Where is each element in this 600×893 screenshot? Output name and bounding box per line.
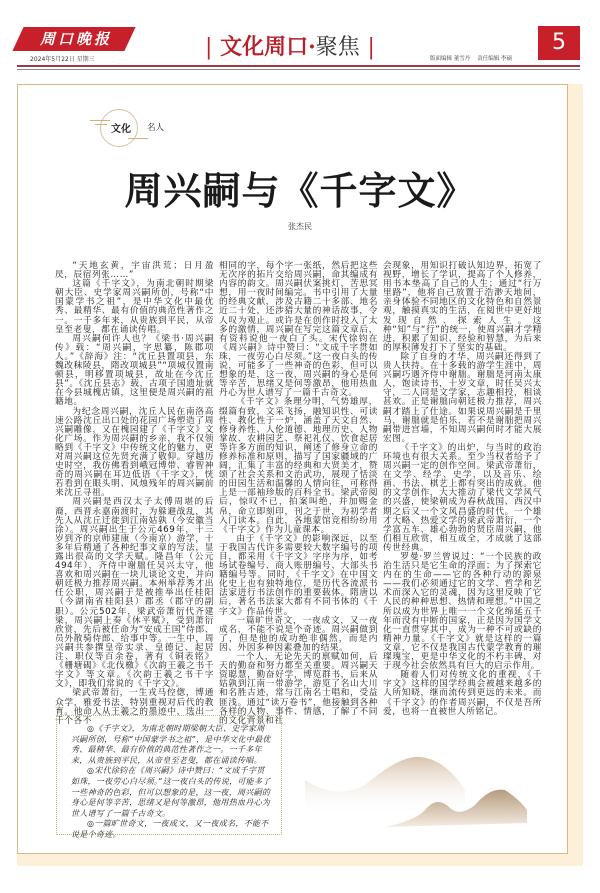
paragraph: 为纪念周兴嗣，沈丘人民在南洛高速公路沈丘出口处的花园广场塑造了周兴嗣雕像，又在槐园建了《千字文》文化广场。作为周兴嗣的乡亲，我不仅领略到《千字文》中传统文化的魅力，更对周兴嗣这位先贤充满了敬仰。穿越历史时空，我仿佛看到峨冠博带、睿智神奇的周兴嗣在耳边低语《千字文》，恍若看到在眼头明、风烛残年的周兴嗣前来沈丘寻祖。: [55, 406, 214, 499]
tag-decor-line: [90, 120, 110, 121]
section-divider-left: |: [205, 35, 213, 60]
paragraph: 一个人，无论先天的禀赋如何，后天的勤奋和努力都至关重要。周兴嗣天资聪慧，勤奋好学，博览群书，后来从姑孰到江南一带游学，游览了名山大川和名胜古迹，常与江南名士唱和，受益匪浅。通过“读万卷书”，他接触到各种各样的人物、事件、情感，了解了不同的文化背景和社: [219, 652, 378, 726]
paragraph: 一篇旷世奇文，一夜成文，又一夜成名，不能不说是个奇迹。周兴嗣做到了，但是他的成功绝非偶然，而是内因、外因多种因素叠加的结果。: [219, 615, 378, 653]
chief-editor: 责任编辑 李硕: [477, 56, 512, 62]
section-subname: 聚焦: [315, 35, 360, 60]
layout-editor: 版面编辑 董雪丹: [430, 56, 471, 62]
paragraph: 周兴嗣何许人也？《梁书·周兴嗣传》载：“周兴嗣，字思纂，陈郡项人。”《辞海》注：“沈丘县置项县，东魏改秣陵县，隋改项城县”“项城仅置南顿县，明移置项城县，故址在今沈丘县”。《沈丘县志》载，古项子国遗址就在今县城槐店镇，这里便是周兴嗣的祖籍地。: [55, 333, 214, 408]
paragraph: 相同的字，每个字一张纸，然后把这些无次序的拓片交给周兴嗣，命其编成有内容的韵文。周兴嗣伏案挑灯，苦思冥想，用一夜时间编完。书中引用了大量的经典文献，涉及古籍二十多部、地名近二十处，还涉猎大量的神话故事，令人叹为观止。或许是在创作时投入了太多的激情，周兴嗣在写完这篇文章后，有资料说他一夜白了头。宋代徐钧在《周兴嗣》诗中赞曰：“文成千字贯如珠，一夜劳心白尽须。”这一夜白头的传说，可能多了一些神奇的色彩，但可以想象的是，这一夜，周兴嗣的身心是何等辛苦，思绪又是何等激昂，他用热血丹心为世人谱写了一篇千古奇文。: [219, 261, 378, 399]
paragraph: “天地玄黄，宇宙洪荒；日月盈昃，辰宿列张……”: [55, 261, 214, 281]
article-column-1: [55, 262, 214, 726]
tag-decor-line: [128, 138, 148, 139]
paragraph: 罗曼·罗兰曾说过：“一个民族的政治生活只是它生命的浮面；为了探索它内在的生命——它的各种行动的源泉——我们必须通过它的文学、哲学和艺术而深入它的灵魂，因为这里反映了它人民的种种思想、热情和理想。”中国之所以成为世界上唯一一个文化绵延五千年而没有中断的国家，正是因为国学文化一直贯穿其中，成为一种不可或缺的精神力量。《千字文》就是这样的一篇文章，它不仅是我国古代蒙学教育的璀璨瑰宝，更是中华文化的不朽丰碑，对于现今社会依然具有巨大的启示作用。: [383, 552, 542, 672]
pull-quote-box: [56, 715, 282, 839]
section-name: 文化周口: [220, 34, 309, 60]
paragraph: 这篇《千字文》，为南北朝时期梁朝大臣、史学家周兴嗣所创，号称“中国蒙学书之祖”，是中华文化中最优秀、最精华、最有价值的典范性著作之一。一千多年来，从贵族到平民，从帝皇至老叟，都在诵读传唱。: [55, 279, 214, 335]
issue-date: 2024年5月22日 星期三: [30, 56, 95, 63]
paragraph: 《千字文》的出炉，与当时的政治环境也有很大关系。至少当权者给予了周兴嗣一定的创作空间。梁武帝萧衍，在文学、经学、史学，以及音乐、绘画、书法、棋艺上都有突出的成就。他的文学创作，大大推动了梁代文学风气的兴盛，使梁朝成为春秋战国、西汉中期之后又一个文风昌盛的时代。一个雄才大略、热爱文学的梁武帝萧衍，一个学富五车、雄心勃勃的贤臣周兴嗣，他们相互欣赏，相互成全，才成就了这部传世经典。: [383, 442, 542, 553]
article-column-2: [219, 262, 378, 726]
paragraph: 梁武帝萧衍，一生戎马倥偬，博通众学，雅爱书法，特别重视对后代的教育。他命人从王羲之的墨迹中，选出一千个各不: [55, 688, 214, 726]
section-divider-right: |: [367, 35, 375, 60]
paragraph: 随着人们对传统文化的重视，《千字文》这样的国学经典会被越来越多的人所知晓，继而流传到更远的未来。而《千字文》的作者周兴嗣，不仅是吾所爱，也将一直被世人所铭记。: [383, 670, 542, 717]
paragraph: 《千字文》条理分明，气势雄厚，缀篇有致，文采飞扬，融知识性、可读性、教化性于一炉，涵盖了天文自然、修身养性、人伦道德、地理历史、人物掌故、农耕园艺、祭祀礼仪、饮食起居等许多方面的知识，阐述了修身立命的修养标准和原则，描写了国家疆域的广阔，汇集了丰富的经典和大贤美才，赞颂了社会关系和文治武功，展现了恬淡的田园生活和温馨的人情向往，可称得上是一部袖珍版的百科全书。梁武帝阅后，惊叹不已，拍案叫绝，并加赐金帛，命立即刻印，刊之于世，为初学者入门读本。自此，各地蒙馆竞相纷纷用《千字文》作为儿童课本。: [219, 397, 378, 535]
section-title: [205, 30, 375, 61]
paragraph: 由于《千字文》的影响深远，以至于我国古代许多需要较大数字编号的项目，都采用《千字文》字序为序，如考场试卷编号、商人账册编号、大部头书籍编号等。同时，《千字文》在中国文化史上也有独特地位，是历代各流派书法家进行书法创作的重要载体。隋唐以后，著名书法家大都有不同书体的《千字文》作品传世。: [219, 533, 378, 617]
header-rule-thin: [17, 69, 580, 70]
paragraph: 周兴嗣是西汉太子太傅周堪的后裔，西晋永嘉南渡时，为躲避战乱，其先人从沈丘迁徙到江南姑孰（今安徽当涂）。周兴嗣出生于公元469年，十三岁到齐的京师建康（今南京）游学，十多年后精通了各种纪事文章的写法，显露出很高的文学天赋。隆昌年（公元494年），齐侍中谢朏任吴兴太守，他喜欢和周兴嗣在一块儿谈论文史，并向朝廷极力推荐周兴嗣。本州举荐秀才出任公职，周兴嗣于是被推举出任桂阳（今湖南省桂阳县）郡丞（郡守的副职）。公元502年，梁武帝萧衍代齐建梁，周兴嗣上奏《休平赋》，受到萧衍欣赏，先后被任命为“安成王国”侍郎、员外散骑侍郎、给事中等。一生中，周兴嗣共参撰皇帝实录、皇德记、起居注、职仪等百余卷，著有《铜表铭》《栅塘碣》《北伐檄》《次韵王羲之书千字文》等文章。《次韵王羲之书千字文》，即我们常说的《千字文》。: [55, 497, 214, 690]
header-rule: [17, 65, 580, 67]
pull-quote: ◎《千字文》，为南北朝时期梁朝大臣、史学家周兴嗣所创，号称“中国蒙学书之祖”，是中华文化中最优秀、最精华、最有价值的典范性著作之一。一千多年来，从贵族到平民，从帝皇至老叟，都在诵读传唱。: [71, 724, 271, 765]
column-tag-secondary: 名人: [147, 123, 165, 133]
paragraph: 除了自身的才华，周兴嗣还得到了贵人扶持。在十多载的游学生涯中，周兴嗣巧遇齐侍中谢朏。谢朏是河南太康人，饱读诗书，十岁文章，时任吴兴太守，二人同是文学家，志趣相投，相谈甚欢。正是谢朏向朝廷极力推荐，周兴嗣才踏上了仕途。如果说周兴嗣是千里马，谢朏就是伯乐，若不是谢朏把周兴嗣带进宫墙，不知周兴嗣何时才能大展宏图。: [383, 351, 542, 444]
pull-quote: ◎一篇旷世奇文，一夜成文，又一夜成名，不能不说是个奇迹。: [71, 819, 269, 839]
page-number: 5: [538, 26, 580, 60]
tag-decor-line: [95, 124, 107, 125]
mountain-illustration: [305, 745, 535, 830]
article-column-3: [383, 262, 542, 717]
section-dot: ·: [308, 34, 316, 60]
article-title: 周兴嗣与《千字文》: [124, 169, 476, 213]
pull-quote: ◎宋代徐钧在《周兴嗣》诗中赞曰：“文成千字贯如珠，一夜劳心白尽须。”这一夜白头的传说，可能多了一些神奇的色彩，但可以想象的是，这一夜，周兴嗣的身心是何等辛苦，思绪又是何等激昂，他用热血丹心为世人谱写了一篇千古奇文。: [71, 766, 271, 818]
paragraph: 会现象，用知识打破认知边界，拓宽了视野，增长了学识，提高了个人修养，用书本垫高了自己的人生；通过“行万里路”，他将自己放置于浩渺天地间，亲身体验不同地区的文化特色和自然景观，触摸真实的生活，在阅世中更好地发现自然、探索人生。这种“知”与“行”的统一，使周兴嗣才学精进，积累了知识、经验和智慧，为后来的厚积薄发打下了坚实的基础。: [383, 261, 542, 353]
column-tag-primary: 文化: [111, 124, 131, 135]
article-author: 张杰民: [288, 222, 312, 231]
editor-credits: [430, 54, 512, 62]
masthead-logo: 周口晚报: [40, 30, 113, 48]
